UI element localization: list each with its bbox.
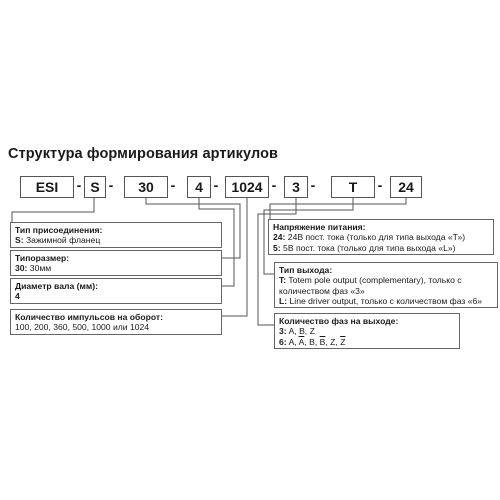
- page-title: Структура формирования артикулов: [8, 146, 279, 162]
- code-separator: -: [377, 177, 383, 193]
- output-option-t-continued: количеством фаз «3»: [279, 285, 365, 296]
- size-option: 30: 30мм: [15, 263, 52, 274]
- code-segment-pulses: 1024: [225, 176, 269, 198]
- code-segment-shaft: 4: [187, 176, 211, 198]
- voltage-header: Напряжение питания:: [273, 222, 366, 232]
- pulses-box: [10, 309, 222, 335]
- code-separator: -: [213, 177, 219, 193]
- code-segment-voltage: 24: [390, 176, 422, 198]
- code-segment-phases: 3: [284, 176, 308, 198]
- flange-type-box: [10, 222, 222, 248]
- code-separator: -: [310, 177, 316, 193]
- shaft-diameter-header: Диаметр вала (мм):: [15, 281, 98, 291]
- connector-voltage: [270, 198, 406, 219]
- shaft-diameter-option: 4: [15, 291, 20, 302]
- pulses-options: 100, 200, 360, 500, 1000 или 1024: [15, 322, 150, 333]
- connector-flange: [12, 198, 94, 222]
- output-option-t: T: Totem pole output (complementary), только с: [279, 275, 462, 286]
- code-separator: -: [108, 177, 114, 193]
- shaft-diameter-box: [10, 278, 222, 304]
- code-segment-series: ESI: [20, 176, 74, 198]
- phases-option-3: 3: A, B, Z: [279, 326, 315, 337]
- code-segment-flange: S: [84, 176, 106, 198]
- pulses-header: Количество импульсов на оборот:: [15, 312, 163, 322]
- flange-type-header: Тип присоединения:: [15, 225, 103, 235]
- output-type-box: [274, 262, 498, 308]
- size-box: [10, 250, 222, 276]
- voltage-option-24: 24: 24В пост. тока (только для типа выхода «Т»): [273, 232, 466, 243]
- code-segment-output: T: [331, 176, 375, 198]
- phases-header: Количество фаз на выходе:: [279, 316, 399, 326]
- phases-box: [274, 313, 460, 349]
- code-segment-size: 30: [124, 176, 168, 198]
- code-separator: -: [271, 177, 277, 193]
- flange-type-option: S: Зажимной фланец: [15, 235, 101, 246]
- output-type-header: Тип выхода:: [279, 265, 333, 275]
- code-separator: -: [76, 177, 82, 193]
- code-separator: -: [170, 177, 176, 193]
- voltage-option-5: 5: 5В пост. тока (только для типа выхода «L»): [273, 242, 456, 253]
- phases-option-6: 6: A, $\overline{A}$, B, $\overline{B}$, Z, $\overline{Z}$: [279, 336, 346, 347]
- output-option-l: L: Line driver output, только с количеством фаз «6»: [279, 296, 483, 307]
- size-header: Типоразмер:: [15, 253, 70, 263]
- voltage-box: [268, 219, 494, 255]
